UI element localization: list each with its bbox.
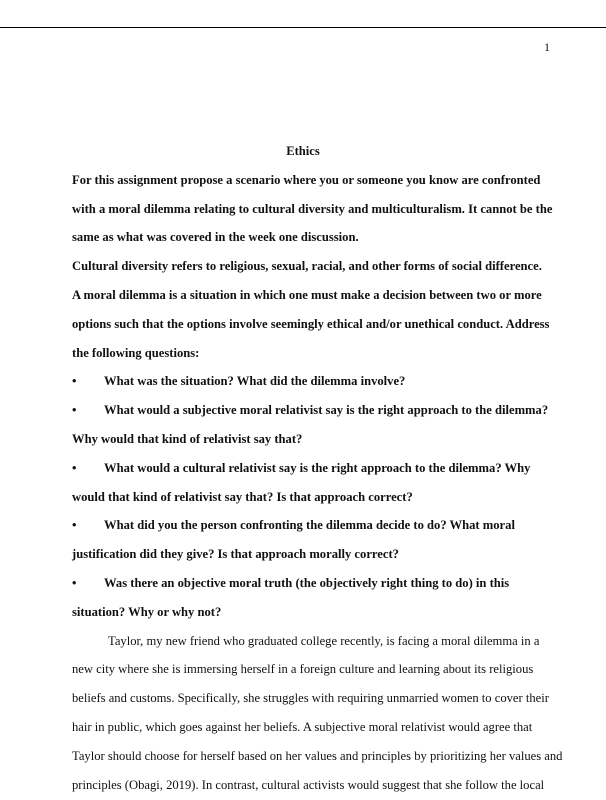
question-text: Was there an objective moral truth (the objectively right thing to do) in this [104,575,510,590]
page-number: 1 [544,40,550,54]
bullet-glyph: • [72,575,77,590]
body-line: Taylor, my new friend who graduated college recently, is facing a moral dilemma in a [108,633,540,648]
question-continuation: would that kind of relativist say that? Is that approach correct? [72,489,413,504]
prompt-line: For this assignment propose a scenario where you or someone you know are confronted [72,172,541,187]
question-item [72,569,534,598]
question-item [72,511,534,540]
prompt-line: the following questions: [72,345,200,360]
question-continuation: justification did they give? Is that approach morally correct? [72,547,399,562]
prompt-line: Cultural diversity refers to religious, sexual, racial, and other forms of social difference. [72,259,542,274]
body-line: Taylor should choose for herself based on her values and principles by prioritizing her values and [72,748,563,763]
prompt-line: A moral dilemma is a situation in which one must make a decision between two or more [72,287,542,302]
prompt-line: same as what was covered in the week one discussion. [72,230,359,245]
question-continuation: situation? Why or why not? [72,604,222,619]
bullet-glyph: • [72,460,77,475]
header-rule [0,27,606,28]
question-text: What would a subjective moral relativist say is the right approach to the dilemma? [104,403,549,418]
question-text: What was the situation? What did the dilemma involve? [104,374,406,389]
bullet-glyph: • [72,403,77,418]
question-item [72,454,534,483]
question-text: What would a cultural relativist say is the right approach to the dilemma? Why [104,460,531,475]
document-body [72,137,563,799]
question-item [72,367,534,396]
document-title: Ethics [286,144,320,158]
prompt-line: with a moral dilemma relating to cultural diversity and multiculturalism. It cannot be the [72,201,553,216]
body-line: principles (Obagi, 2019). In contrast, cultural activists would suggest that she follow the local [72,777,545,792]
question-text: What did you the person confronting the dilemma decide to do? What moral [104,518,515,533]
body-line: hair in public, which goes against her beliefs. A subjective moral relativist would agree that [72,719,533,734]
prompt-line: options such that the options involve seemingly ethical and/or unethical conduct. Address [72,316,550,331]
body-line: beliefs and customs. Specifically, she struggles with requiring unmarried women to cover their [72,691,549,706]
bullet-glyph: • [72,518,77,533]
bullet-glyph: • [72,374,77,389]
question-continuation: Why would that kind of relativist say that? [72,431,303,446]
question-item [72,396,549,425]
body-line: new city where she is immersing herself in a foreign culture and learning about its religious [72,662,534,677]
